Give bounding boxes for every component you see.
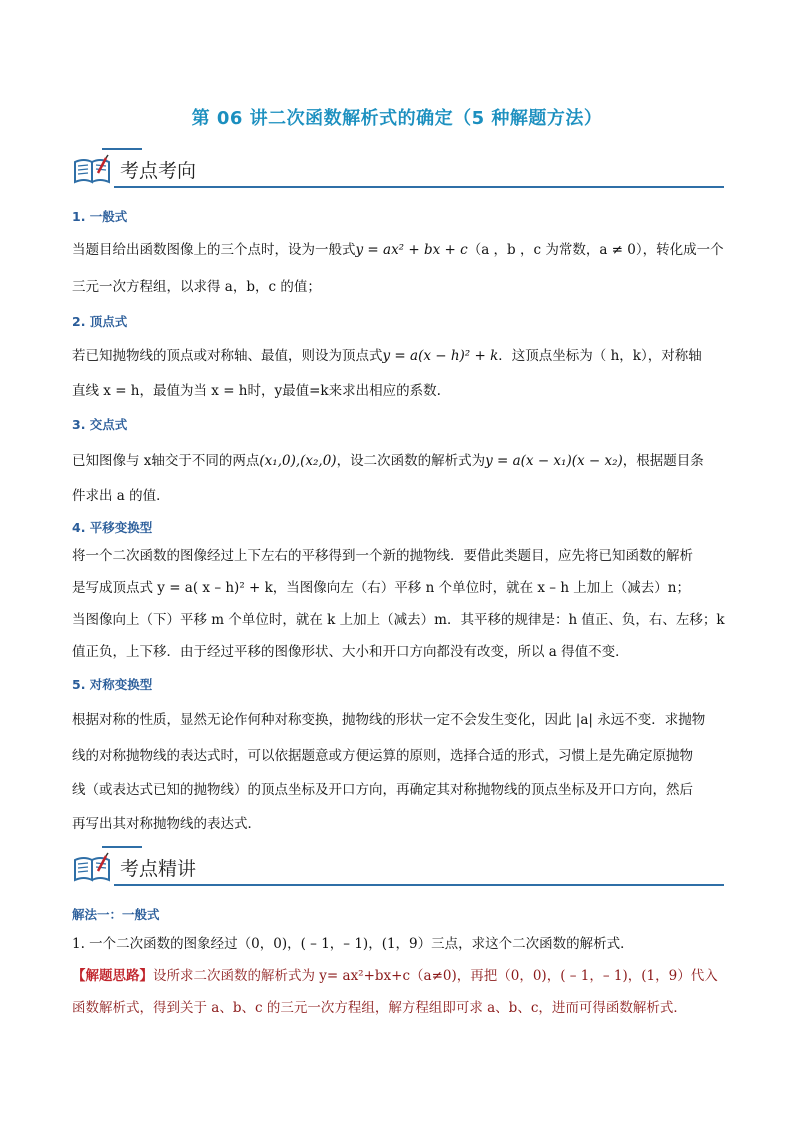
- section-header-kaodian-jingjiang: [72, 850, 724, 886]
- solution-hint-line: 函数解析式，得到关于 a、b、c 的三元一次方程组，解方程组即可求 a、b、c，进而可得函数解析式．: [72, 1000, 687, 1016]
- method-one-heading: 解法一：一般式: [72, 907, 160, 922]
- paragraph-line: 线（或表达式已知的抛物线）的顶点坐标及开口方向，再确定其对称抛物线的顶点坐标及开口方向，然后: [72, 782, 693, 798]
- header-top-line: [102, 846, 142, 848]
- heading-translation: 4. 平移变换型: [72, 520, 153, 535]
- heading-general-form: 1. 一般式: [72, 209, 128, 224]
- formula: y = ax² + bx + c: [355, 242, 468, 258]
- paragraph-line: 三元一次方程组，以求得 a，b，c 的值；: [72, 279, 321, 295]
- paragraph-line: 直线 x = h，最值为当 x = h时，y最值=k来求出相应的系数.: [72, 383, 441, 399]
- heading-symmetry: 5. 对称变换型: [72, 677, 153, 692]
- heading-vertex-form: 2. 顶点式: [72, 314, 128, 329]
- solution-hint-line: 【解题思路】设所求二次函数的解析式为 y= ax²+bx+c（a≠0)，再把（0，0)，( – 1，– 1)，(1，9）代入: [72, 968, 718, 984]
- section-title: 考点精讲: [120, 858, 197, 880]
- page-title: 第 06 讲二次函数解析式的确定（5 种解题方法）: [191, 108, 603, 129]
- section-header-kaodian-kaoxiang: [72, 152, 724, 188]
- book-icon: [72, 152, 114, 186]
- paragraph-line: 是写成顶点式 y = a( x – h)² + k，当图像向左（右）平移 n 个单位时，就在 x – h 上加上（减去）n；: [72, 580, 691, 596]
- section-rule: [114, 884, 724, 886]
- paragraph-line: 已知图像与 x轴交于不同的两点(x₁,0),(x₂,0)，设二次函数的解析式为y = a(x − x₁)(x − x₂)，根据题目条: [72, 453, 704, 469]
- paragraph-line: 线的对称抛物线的表达式时，可以依据题意或方便运算的原则，选择合适的形式，习惯上是先确定原抛物: [72, 748, 693, 764]
- hint-tag: 【解题思路】: [72, 968, 153, 984]
- paragraph-line: 件求出 a 的值．: [72, 488, 170, 504]
- header-top-line: [102, 148, 142, 150]
- book-icon: [72, 850, 114, 884]
- formula: y = a(x − x₁)(x − x₂): [485, 453, 623, 469]
- section-rule: [114, 186, 724, 188]
- formula: (x₁,0),(x₂,0): [259, 453, 337, 469]
- paragraph-line: 若已知抛物线的顶点或对称轴、最值，则设为顶点式y = a(x − h)² + k．这顶点坐标为（ h，k），对称轴: [72, 348, 702, 364]
- paragraph-line: 当题目给出函数图像上的三个点时，设为一般式y = ax² + bx + c（a ，b ，c 为常数，a ≠ 0），转化成一个: [72, 242, 724, 258]
- paragraph-line: 值正负，上下移．由于经过平移的图像形状、大小和开口方向都没有改变，所以 a 得值不变．: [72, 644, 629, 660]
- heading-intercept-form: 3. 交点式: [72, 417, 128, 432]
- paragraph-line: 根据对称的性质，显然无论作何种对称变换，抛物线的形状一定不会发生变化，因此 |a| 永远不变．求抛物: [72, 712, 706, 728]
- question-1: 1. 一个二次函数的图象经过（0，0)，( – 1，– 1)，(1，9）三点，求这个二次函数的解析式．: [72, 936, 634, 952]
- formula: y = a(x − h)² + k: [382, 348, 499, 364]
- section-title: 考点考向: [120, 160, 197, 182]
- paragraph-line: 当图像向上（下）平移 m 个单位时，就在 k 上加上（减去）m．其平移的规律是：h 值正、负，右、左移；k: [72, 612, 725, 628]
- paragraph-line: 将一个二次函数的图像经过上下左右的平移得到一个新的抛物线．要借此类题目，应先将已知函数的解析: [72, 548, 693, 564]
- paragraph-line: 再写出其对称抛物线的表达式．: [72, 816, 261, 832]
